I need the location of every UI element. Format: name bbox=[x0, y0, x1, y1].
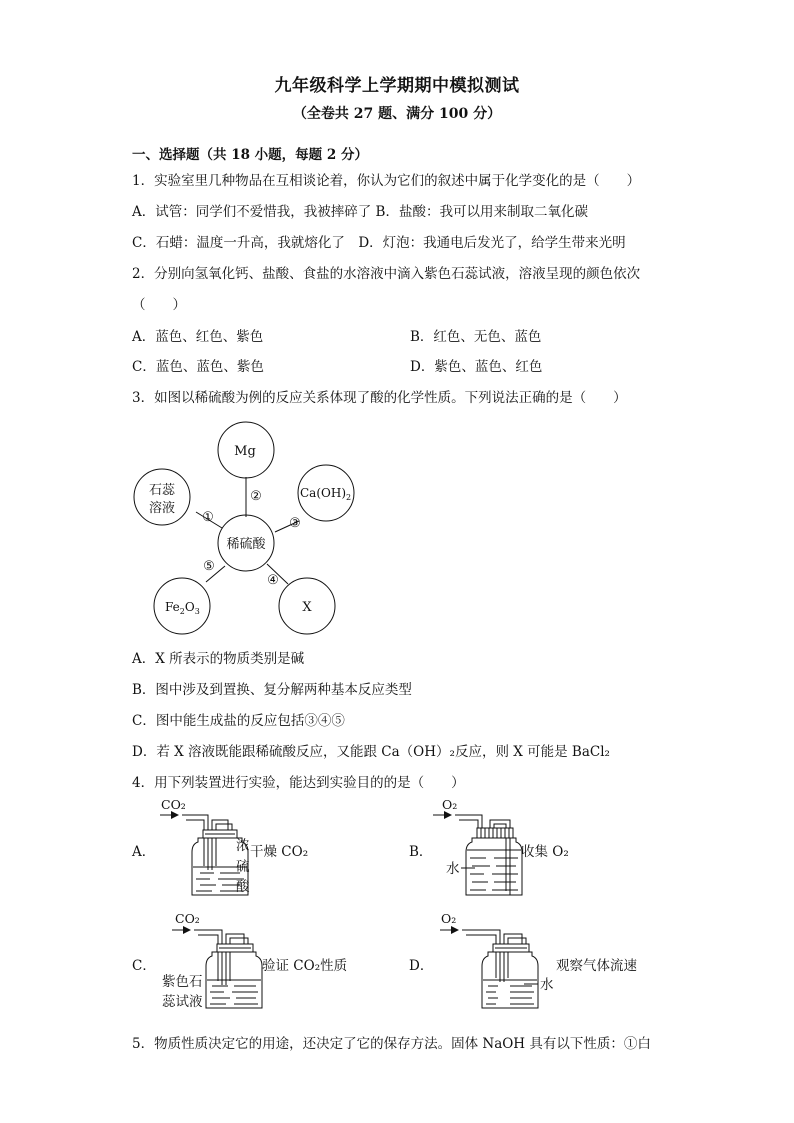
apparatus-d-gas-label: O₂ bbox=[441, 911, 457, 926]
q4-b-liquid: 水 bbox=[446, 861, 460, 877]
apparatus-b-gas-label: O₂ bbox=[442, 797, 458, 812]
caoh-label: $Ca(OH)_2$ bbox=[300, 486, 352, 502]
q4-a-liquid-2: 硫 bbox=[236, 859, 250, 875]
q4-d-liquid: 水 bbox=[540, 977, 554, 993]
q4-option-b-letter: B． bbox=[409, 844, 433, 860]
section-heading: 一、选择题（共 18 小题，每题 2 分） bbox=[132, 147, 368, 163]
q4-option-c-letter: C． bbox=[132, 958, 156, 974]
q4-d-caption: 观察气体流速 bbox=[556, 958, 637, 974]
apparatus-b bbox=[433, 815, 522, 895]
q3-option-c: C．图中能生成盐的反应包括③④⑤ bbox=[132, 713, 345, 729]
q4-option-d-letter: D． bbox=[409, 958, 434, 974]
q2-option-a: A．蓝色、红色、紫色 bbox=[132, 329, 264, 345]
mg-label: Mg bbox=[234, 444, 256, 459]
q1-options-ab: A．试管：同学们不爱惜我，我被摔碎了 B．盐酸：我可以用来制取二氧化碳 bbox=[132, 204, 588, 220]
x-label: X bbox=[302, 600, 312, 615]
center-label: 稀硫酸 bbox=[226, 537, 266, 552]
q3-option-b: B．图中涉及到置换、复分解两种基本反应类型 bbox=[132, 682, 412, 698]
page-title: 九年级科学上学期期中模拟测试 bbox=[274, 76, 520, 96]
q3-option-a: A．X 所表示的物质类别是碱 bbox=[132, 651, 305, 667]
q4-a-caption: 干燥 CO₂ bbox=[250, 844, 309, 860]
reaction-number-4: ④ bbox=[267, 573, 279, 588]
reaction-number-3: ③ bbox=[289, 516, 301, 531]
q4-option-a-letter: A． bbox=[132, 844, 156, 860]
apparatus-c-gas-label: CO₂ bbox=[175, 911, 200, 926]
q4-a-liquid-3: 酸 bbox=[236, 879, 250, 895]
q4-stem: 4．用下列装置进行实验，能达到实验目的的是（ ） bbox=[132, 775, 465, 791]
q1-stem: 1．实验室里几种物品在互相谈论着，你认为它们的叙述中属于化学变化的是（ ） bbox=[132, 173, 641, 189]
q3-option-d: D．若 X 溶液既能跟稀硫酸反应，又能跟 Ca（OH）₂反应，则 X 可能是 BaCl₂ bbox=[132, 744, 610, 760]
q2-stem: 2．分别向氢氧化钙、盐酸、食盐的水溶液中滴入紫色石蕊试液，溶液呈现的颜色依次 bbox=[132, 266, 641, 282]
apparatus-a bbox=[160, 815, 248, 895]
q4-c-liquid-2: 蕊试液 bbox=[162, 994, 203, 1010]
reaction-number-1: ① bbox=[202, 510, 214, 525]
q4-c-liquid-1: 紫色石 bbox=[162, 974, 203, 990]
fe2o3-label: $Fe_2O_3$ bbox=[165, 600, 200, 616]
q5-stem: 5．物质性质决定它的用途，还决定了它的保存方法。固体 NaOH 具有以下性质：①白 bbox=[132, 1036, 651, 1052]
apparatus-a-gas-label: CO₂ bbox=[161, 797, 186, 812]
reaction-number-5: ⑤ bbox=[203, 559, 215, 574]
q4-b-caption: 收集 O₂ bbox=[521, 844, 569, 860]
q3-stem: 3．如图以稀硫酸为例的反应关系体现了酸的化学性质。下列说法正确的是（ ） bbox=[132, 390, 627, 406]
q2-option-d: D．紫色、蓝色、红色 bbox=[410, 359, 543, 375]
q4-c-caption: 验证 CO₂性质 bbox=[262, 958, 348, 974]
apparatus-d bbox=[440, 930, 538, 1008]
litmus-label-2: 溶液 bbox=[148, 501, 176, 516]
litmus-label-1: 石蕊 bbox=[148, 483, 176, 498]
q1-options-cd: C．石蜡：温度一升高，我就熔化了 D．灯泡：我通电后发光了，给学生带来光明 bbox=[132, 235, 626, 251]
q2-paren: （ ） bbox=[132, 297, 186, 313]
q2-option-c: C．蓝色、蓝色、紫色 bbox=[132, 359, 264, 375]
reaction-number-2: ② bbox=[250, 489, 262, 504]
q2-option-b: B．红色、无色、蓝色 bbox=[410, 329, 542, 345]
q4-a-liquid-1: 浓 bbox=[236, 838, 250, 854]
page-subtitle: （全卷共 27 题、满分 100 分） bbox=[292, 106, 502, 122]
